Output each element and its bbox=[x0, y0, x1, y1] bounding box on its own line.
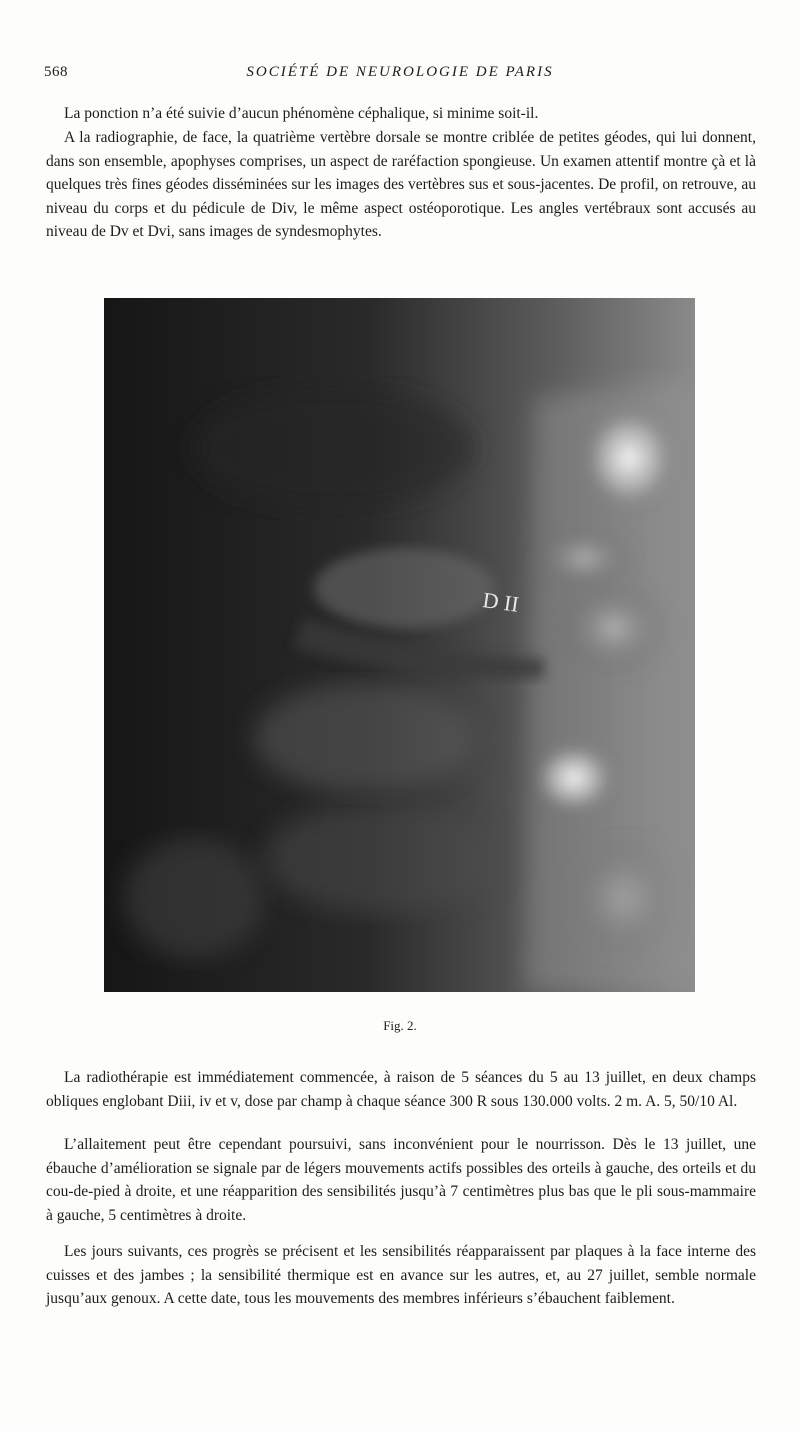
radiograph-image bbox=[104, 298, 695, 992]
paragraph-radiography: A la radiographie, de face, la quatrième vertèbre dorsale se montre criblée de petites géodes, qui lui donnent, dans son ensemble, apophyses comprises, un aspect de raréfaction spongieuse. Un examen attentif montre çà et là quelques très fines géodes disséminées sur les images des vertèbres sus et sous-jacentes. De profil, on retrouve, au niveau du corps et du pédicule de Div, le même aspect ostéoporotique. Les angles vertébraux sont accusés au niveau de Dv et Dvi, sans images de syndesmophytes. bbox=[46, 129, 756, 240]
radiograph-annotation: D II bbox=[481, 587, 521, 617]
paragraph-puncture: La ponction n’a été suivie d’aucun phénomène céphalique, si minime soit-il. bbox=[64, 105, 539, 122]
figure-caption: Fig. 2. bbox=[383, 1018, 417, 1033]
paragraph-breastfeeding: L’allaitement peut être cependant poursuivi, sans inconvénient pour le nourrisson. Dès le 13 juillet, une ébauche d’amélioration se signale par de légers mouvements actifs possibles des orteils à gauche, des orteils et du cou-de-pied à droite, et une réapparition des sensibilités jusqu’à 7 centimètres plus bas que le pli sous-mammaire à gauche, 5 centimètres à droite. bbox=[46, 1136, 756, 1224]
radiograph-figure bbox=[104, 298, 695, 992]
paragraph-radiotherapy: La radiothérapie est immédiatement commencée, à raison de 5 séances du 5 au 13 juillet, en deux champs obliques englobant Diii, iv et v, dose par champ à chaque séance 300 R sous 130.000 volts. 2 m. A. 5, 50/10 Al. bbox=[46, 1069, 756, 1110]
page-header bbox=[44, 64, 756, 88]
paragraph-following-days: Les jours suivants, ces progrès se précisent et les sensibilités réapparaissent par plaques à la face interne des cuisses et des jambes ; la sensibilité thermique est en avance sur les autres, et, au 27 juillet, semble normale jusqu’aux genoux. A cette date, tous les mouvements des membres inférieurs s’ébauchent faiblement. bbox=[46, 1243, 756, 1307]
page-number: 568 bbox=[44, 64, 68, 80]
running-head: SOCIÉTÉ DE NEUROLOGIE DE PARIS bbox=[246, 64, 554, 80]
